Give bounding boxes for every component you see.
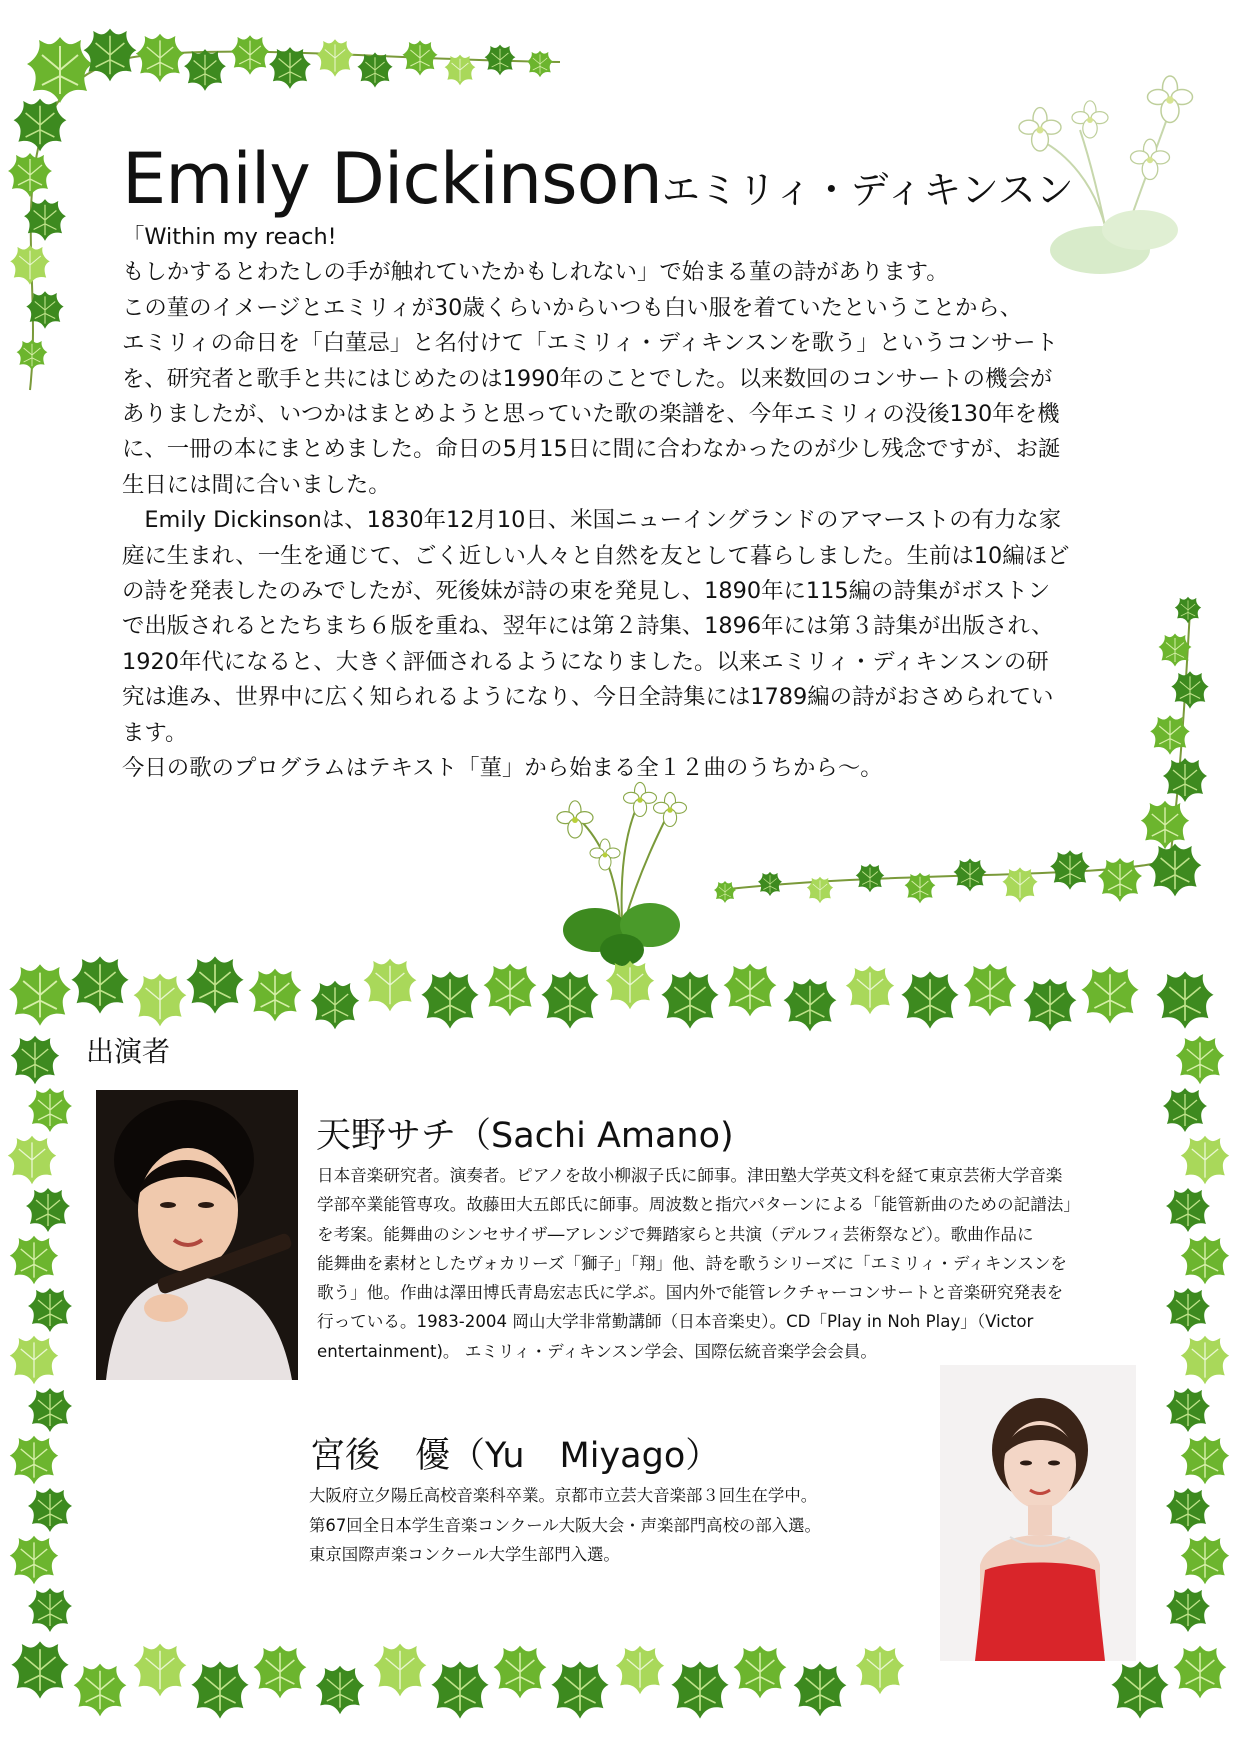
title-english: Emily Dickinson <box>122 138 662 220</box>
page-title <box>122 138 1074 220</box>
performers-heading: 出演者 <box>86 1035 171 1068</box>
intro-line: に、一冊の本にまとめました。命日の5月15日に間に合わなかったのが少し残念ですが、お誕 <box>122 436 1061 463</box>
intro-line: 1920年代になると、大きく評価されるようになりました。以来エミリィ・ディキンスンの研 <box>122 648 1049 675</box>
yu-miyago-bio <box>309 1481 929 1570</box>
bio-line: 日本音楽研究者。演奏者。ピアノを故小柳淑子氏に師事。津田塾大学英文科を経て東京芸術大学音楽 <box>317 1166 1063 1185</box>
intro-text <box>122 220 1122 787</box>
bio-line: 歌う」他。作曲は澤田博氏青島宏志氏に学ぶ。国内外で能管レクチャーコンサートと音楽研究発表を <box>317 1283 1064 1303</box>
intro-line: 生日には間に合いました。 <box>122 471 391 498</box>
bio-line: entertainment)。 エミリィ・ディキンスン学会、国際伝統音楽学会会員。 <box>317 1341 877 1361</box>
sachi-amano-photo <box>96 1090 298 1380</box>
intro-line: この菫のイメージとエミリィが30歳くらいからいつも白い服を着ていたということから、 <box>122 294 1023 321</box>
intro-line: で出版されるとたちまち６版を重ね、翌年には第２詩集、1896年には第３詩集が出版され、 <box>122 613 1054 640</box>
intro-line: 「Within my reach! <box>122 224 337 250</box>
intro-line: 今日の歌のプログラムはテキスト「菫」から始まる全１２曲のうちから〜。 <box>122 755 883 782</box>
sachi-amano-name: 天野サチ（Sachi Amano) <box>316 1116 734 1156</box>
intro-line: ます。 <box>122 719 188 746</box>
bio-line: 学部卒業能管専攻。故藤田大五郎氏に師事。周波数と指穴パターンによる「能管新曲のための記譜法」 <box>317 1195 1080 1215</box>
bio-line: 東京国際声楽コンクール大学生部門入選。 <box>309 1545 620 1564</box>
intro-line: を、研究者と歌手と共にはじめたのは1990年のことでした。以来数回のコンサートの機会が <box>122 365 1053 392</box>
bio-line: を考案。能舞曲のシンセサイザ―アレンジで舞踏家らと共演（デルフィ芸術祭など）。歌曲作品に <box>317 1224 1034 1244</box>
intro-line: 庭に生まれ、一生を通じて、ごく近しい人々と自然を友として暮らしました。生前は10編ほど <box>122 542 1070 569</box>
title-japanese: エミリィ・ディキンスン <box>661 168 1074 212</box>
bio-line: 大阪府立夕陽丘高校音楽科卒業。京都市立芸大音楽部３回生在学中。 <box>309 1486 818 1505</box>
bio-line: 能舞曲を素材としたヴォカリーズ「獅子」「翔」他、詩を歌うシリーズに「エミリィ・ディキンスンを <box>317 1253 1068 1273</box>
intro-line: エミリィの命日を「白菫忌」と名付けて「エミリィ・ディキンスンを歌う」というコンサート <box>122 330 1058 357</box>
bio-line: 行っている。1983-2004 岡山大学非常勤講師（日本音楽史）。CD「Play in Noh Play」（Victor <box>317 1312 1034 1332</box>
sachi-amano-bio <box>317 1161 1137 1366</box>
intro-line: の詩を発表したのみでしたが、死後妹が詩の束を発見し、1890年に115編の詩集がボストン <box>122 578 1051 605</box>
yu-miyago-name: 宮後 優（Yu Miyago） <box>310 1436 721 1476</box>
intro-line: 究は進み、世界中に広く知られるようになり、今日全詩集には1789編の詩がおさめられてい <box>122 684 1054 711</box>
intro-line: Emily Dickinsonは、1830年12月10日、米国ニューイングランドのアマーストの有力な家 <box>122 507 1062 534</box>
yu-miyago-photo <box>940 1365 1136 1661</box>
intro-line: ありましたが、いつかはまとめようと思っていた歌の楽譜を、今年エミリィの没後130年を機 <box>122 401 1060 428</box>
intro-line: もしかするとわたしの手が触れていたかもしれない」で始まる菫の詩があります。 <box>122 259 949 286</box>
bio-line: 第67回全日本学生音楽コンクール大阪大会・声楽部門高校の部入選。 <box>309 1515 821 1535</box>
